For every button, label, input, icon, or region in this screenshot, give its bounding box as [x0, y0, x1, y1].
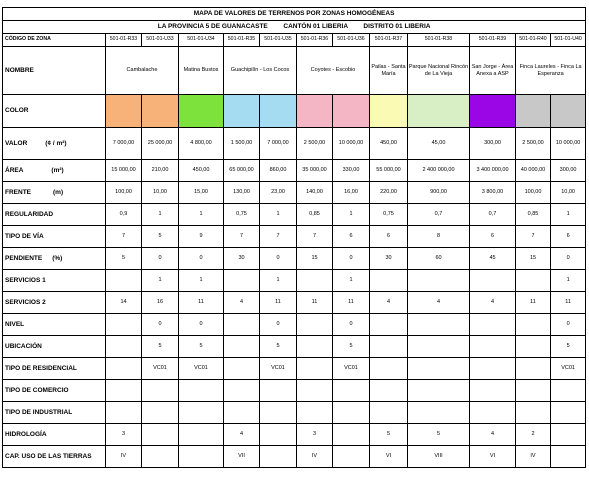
cell-regularidad: 1 [551, 204, 586, 226]
cell-tipo-residencial [370, 358, 408, 380]
table-title: MAPA DE VALORES DE TERRENOS POR ZONAS HOMOGÉNEAS [3, 8, 586, 21]
cell-regularidad: 0,75 [224, 204, 260, 226]
cell-hidrologia [333, 424, 370, 446]
zone-name-cell: San Jorge - Área Anexa a ASP [470, 47, 516, 95]
row-label-tipo-industrial: TIPO DE INDUSTRIAL [3, 402, 106, 424]
cell-ubicacion [470, 336, 516, 358]
cell-tipo-residencial [106, 358, 142, 380]
cell-regularidad: 1 [179, 204, 224, 226]
cell-tipo-via: 7 [224, 226, 260, 248]
cell-tipo-comercio [297, 380, 333, 402]
cell-ubicacion: 5 [179, 336, 224, 358]
cell-hidrologia: 3 [106, 424, 142, 446]
district-label: DISTRITO 01 LIBERIA [363, 23, 431, 31]
cell-tipo-industrial [260, 402, 297, 424]
cell-tipo-residencial [224, 358, 260, 380]
cell-tipo-industrial [516, 402, 551, 424]
zone-color-swatch [470, 95, 516, 128]
cell-tipo-comercio [551, 380, 586, 402]
cell-tipo-industrial [408, 402, 470, 424]
zone-color-swatch [551, 95, 586, 128]
zone-code-cell: 501-01-R39 [470, 34, 516, 47]
land-valuation-table [2, 7, 586, 468]
cell-frente: 15,00 [179, 182, 224, 204]
row-label-ubicacion: UBICACIÓN [3, 336, 106, 358]
cell-ubicacion: 5 [260, 336, 297, 358]
cell-frente: 130,00 [224, 182, 260, 204]
cell-frente: 10,00 [551, 182, 586, 204]
cell-area: 2 400 000,00 [408, 160, 470, 182]
cell-tipo-comercio [224, 380, 260, 402]
cell-pendiente: 0 [333, 248, 370, 270]
cell-hidrologia: 4 [224, 424, 260, 446]
cell-valor: 4 800,00 [179, 128, 224, 160]
cell-tipo-comercio [370, 380, 408, 402]
cell-hidrologia [551, 424, 586, 446]
valuation-table-container [2, 7, 585, 468]
row-label-tipo-comercio: TIPO DE COMERCIO [3, 380, 106, 402]
cell-hidrologia: 2 [516, 424, 551, 446]
cell-regularidad: 0,75 [370, 204, 408, 226]
cell-ubicacion [224, 336, 260, 358]
zone-color-swatch [333, 95, 370, 128]
cell-tipo-residencial [470, 358, 516, 380]
zone-color-swatch [142, 95, 179, 128]
cell-cap-uso: IV [297, 446, 333, 468]
cell-servicios1: 1 [551, 270, 586, 292]
row-label-valor: VALOR (¢ / m²) [3, 128, 106, 160]
cell-nivel [297, 314, 333, 336]
cell-regularidad: 0,9 [106, 204, 142, 226]
cell-valor: 450,00 [370, 128, 408, 160]
cell-cap-uso [333, 446, 370, 468]
cell-ubicacion: 5 [333, 336, 370, 358]
cell-cap-uso: IV [516, 446, 551, 468]
row-label-hidrologia: HIDROLOGÍA [3, 424, 106, 446]
cell-pendiente: 45 [470, 248, 516, 270]
row-label-tipo-via: TIPO DE VÍA [3, 226, 106, 248]
row-label-frente: FRENTE (m) [3, 182, 106, 204]
cell-frente: 16,00 [333, 182, 370, 204]
cell-valor: 2 500,00 [297, 128, 333, 160]
zone-name-cell: Pailas - Santa María [370, 47, 408, 95]
cell-cap-uso [551, 446, 586, 468]
cell-nivel: 0 [260, 314, 297, 336]
cell-tipo-industrial [370, 402, 408, 424]
province-label: LA PROVINCIA 5 DE GUANACASTE [157, 23, 268, 31]
row-label-pendiente: PENDIENTE (%) [3, 248, 106, 270]
zone-code-cell: 501-01-R36 [297, 34, 333, 47]
cell-servicios1 [408, 270, 470, 292]
cell-area: 15 000,00 [106, 160, 142, 182]
row-label-servicios2: SERVICIOS 2 [3, 292, 106, 314]
zone-code-cell: 501-01-U33 [142, 34, 179, 47]
zone-code-cell: 501-01-R40 [516, 34, 551, 47]
cell-valor: 2 500,00 [516, 128, 551, 160]
cell-valor: 45,00 [408, 128, 470, 160]
cell-tipo-residencial [516, 358, 551, 380]
cell-regularidad: 1 [142, 204, 179, 226]
cell-servicios1 [297, 270, 333, 292]
row-label-nivel: NIVEL [3, 314, 106, 336]
cell-frente: 140,00 [297, 182, 333, 204]
cell-area: 860,00 [260, 160, 297, 182]
cell-hidrologia [260, 424, 297, 446]
cell-tipo-comercio [106, 380, 142, 402]
cell-area: 40 000,00 [516, 160, 551, 182]
cell-tipo-residencial: VC01 [260, 358, 297, 380]
cell-ubicacion: 5 [551, 336, 586, 358]
cell-nivel [106, 314, 142, 336]
cell-tipo-comercio [142, 380, 179, 402]
cell-frente: 10,00 [142, 182, 179, 204]
cell-nivel: 0 [142, 314, 179, 336]
zone-color-swatch [224, 95, 260, 128]
cell-servicios2: 11 [297, 292, 333, 314]
zone-color-swatch [297, 95, 333, 128]
cell-cap-uso [260, 446, 297, 468]
cell-ubicacion [370, 336, 408, 358]
cell-tipo-via: 7 [106, 226, 142, 248]
cell-cap-uso: IV [106, 446, 142, 468]
cell-tipo-comercio [408, 380, 470, 402]
cell-tipo-industrial [297, 402, 333, 424]
zone-color-swatch [370, 95, 408, 128]
cell-frente: 900,00 [408, 182, 470, 204]
zone-code-cell: 501-01-R38 [408, 34, 470, 47]
cell-pendiente: 15 [516, 248, 551, 270]
cell-tipo-residencial: VC01 [333, 358, 370, 380]
cell-tipo-residencial: VC01 [551, 358, 586, 380]
zone-code-cell: 501-01-U34 [179, 34, 224, 47]
cell-pendiente: 0 [179, 248, 224, 270]
zone-name-cell: Coyotes - Escobio [297, 47, 370, 95]
zone-name-cell: Guachipilín - Los Cocos [224, 47, 297, 95]
cell-hidrologia: 5 [408, 424, 470, 446]
canton-label: CANTÓN 01 LIBERIA [283, 23, 348, 31]
cell-ubicacion [297, 336, 333, 358]
cell-regularidad: 0,7 [470, 204, 516, 226]
cell-tipo-residencial [297, 358, 333, 380]
cell-area: 3 400 000,00 [470, 160, 516, 182]
cell-hidrologia: 3 [297, 424, 333, 446]
cell-tipo-comercio [260, 380, 297, 402]
cell-cap-uso: VIII [408, 446, 470, 468]
cell-frente: 3 800,00 [470, 182, 516, 204]
cell-nivel: 0 [333, 314, 370, 336]
cell-servicios2: 4 [224, 292, 260, 314]
cell-cap-uso: VII [224, 446, 260, 468]
cell-regularidad: 1 [333, 204, 370, 226]
cell-servicios2: 11 [260, 292, 297, 314]
cell-pendiente: 30 [224, 248, 260, 270]
cell-tipo-industrial [333, 402, 370, 424]
cell-nivel [370, 314, 408, 336]
zone-color-swatch [260, 95, 297, 128]
cell-valor: 1 500,00 [224, 128, 260, 160]
cell-frente: 100,00 [106, 182, 142, 204]
cell-tipo-via: 7 [260, 226, 297, 248]
cell-valor: 300,00 [470, 128, 516, 160]
cell-servicios1: 1 [142, 270, 179, 292]
row-label-codigo: CÓDIGO DE ZONA [3, 34, 106, 47]
cell-servicios2: 4 [370, 292, 408, 314]
row-label-color: COLOR [3, 95, 106, 128]
zone-color-swatch [179, 95, 224, 128]
cell-nivel [516, 314, 551, 336]
zone-color-swatch [408, 95, 470, 128]
zone-name-cell: Finca Laureles - Finca La Esperanza [516, 47, 586, 95]
cell-hidrologia [179, 424, 224, 446]
cell-tipo-residencial: VC01 [179, 358, 224, 380]
cell-pendiente: 0 [260, 248, 297, 270]
cell-nivel: 0 [179, 314, 224, 336]
cell-regularidad: 1 [260, 204, 297, 226]
cell-cap-uso: VI [470, 446, 516, 468]
cell-valor: 7 000,00 [106, 128, 142, 160]
row-label-tipo-residencial: TIPO DE RESIDENCIAL [3, 358, 106, 380]
cell-pendiente: 5 [106, 248, 142, 270]
cell-servicios2: 4 [408, 292, 470, 314]
cell-tipo-via: 9 [179, 226, 224, 248]
row-label-regularidad: REGULARIDAD [3, 204, 106, 226]
cell-tipo-industrial [142, 402, 179, 424]
cell-tipo-via: 6 [551, 226, 586, 248]
cell-servicios1: 1 [179, 270, 224, 292]
cell-ubicacion [516, 336, 551, 358]
cell-tipo-comercio [470, 380, 516, 402]
cell-ubicacion: 5 [142, 336, 179, 358]
cell-servicios1 [106, 270, 142, 292]
cell-area: 55 000,00 [370, 160, 408, 182]
cell-tipo-comercio [179, 380, 224, 402]
cell-tipo-residencial [408, 358, 470, 380]
zone-code-cell: 501-01-R33 [106, 34, 142, 47]
cell-valor: 10 000,00 [333, 128, 370, 160]
cell-valor: 7 000,00 [260, 128, 297, 160]
cell-pendiente: 0 [142, 248, 179, 270]
cell-area: 450,00 [179, 160, 224, 182]
zone-code-cell: 501-01-U35 [260, 34, 297, 47]
zone-color-swatch [516, 95, 551, 128]
cell-regularidad: 0,7 [408, 204, 470, 226]
cell-ubicacion [408, 336, 470, 358]
zone-color-swatch [106, 95, 142, 128]
cell-tipo-via: 6 [333, 226, 370, 248]
cell-tipo-industrial [551, 402, 586, 424]
cell-tipo-industrial [224, 402, 260, 424]
cell-servicios1 [224, 270, 260, 292]
cell-frente: 220,00 [370, 182, 408, 204]
cell-hidrologia [142, 424, 179, 446]
cell-area: 65 000,00 [224, 160, 260, 182]
cell-frente: 23,00 [260, 182, 297, 204]
cell-servicios2: 11 [516, 292, 551, 314]
cell-servicios2: 11 [179, 292, 224, 314]
zone-code-cell: 501-01-R37 [370, 34, 408, 47]
cell-hidrologia: 5 [370, 424, 408, 446]
cell-tipo-comercio [333, 380, 370, 402]
cell-nivel [408, 314, 470, 336]
cell-area: 210,00 [142, 160, 179, 182]
cell-tipo-via: 8 [408, 226, 470, 248]
cell-tipo-residencial: VC01 [142, 358, 179, 380]
table-subtitle [3, 21, 586, 34]
cell-area: 35 000,00 [297, 160, 333, 182]
cell-cap-uso: VI [370, 446, 408, 468]
cell-pendiente: 0 [551, 248, 586, 270]
cell-regularidad: 0,85 [516, 204, 551, 226]
cell-area: 300,00 [551, 160, 586, 182]
cell-frente: 100,00 [516, 182, 551, 204]
cell-servicios2: 4 [470, 292, 516, 314]
cell-servicios1 [370, 270, 408, 292]
cell-pendiente: 15 [297, 248, 333, 270]
cell-tipo-industrial [179, 402, 224, 424]
row-label-nombre: NOMBRE [3, 47, 106, 95]
row-label-servicios1: SERVICIOS 1 [3, 270, 106, 292]
cell-tipo-via: 7 [297, 226, 333, 248]
cell-servicios2: 11 [551, 292, 586, 314]
cell-hidrologia: 4 [470, 424, 516, 446]
cell-nivel [470, 314, 516, 336]
cell-area: 330,00 [333, 160, 370, 182]
cell-regularidad: 0,85 [297, 204, 333, 226]
zone-code-cell: 501-01-R35 [224, 34, 260, 47]
row-label-cap-uso: CAP. USO DE LAS TIERRAS [3, 446, 106, 468]
cell-tipo-industrial [470, 402, 516, 424]
cell-nivel: 0 [551, 314, 586, 336]
cell-servicios2: 16 [142, 292, 179, 314]
cell-tipo-comercio [516, 380, 551, 402]
cell-pendiente: 30 [370, 248, 408, 270]
row-label-area: ÁREA (m²) [3, 160, 106, 182]
zone-name-cell: Cambalache [106, 47, 179, 95]
cell-pendiente: 60 [408, 248, 470, 270]
cell-valor: 10 000,00 [551, 128, 586, 160]
cell-cap-uso [179, 446, 224, 468]
cell-tipo-via: 6 [370, 226, 408, 248]
cell-servicios1: 1 [260, 270, 297, 292]
cell-tipo-via: 6 [470, 226, 516, 248]
cell-tipo-via: 7 [516, 226, 551, 248]
cell-tipo-industrial [106, 402, 142, 424]
zone-code-cell: 501-01-U40 [551, 34, 586, 47]
cell-servicios1: 1 [333, 270, 370, 292]
zone-name-cell: Parque Nacional Rincón de La Vieja [408, 47, 470, 95]
cell-servicios2: 14 [106, 292, 142, 314]
cell-servicios1 [470, 270, 516, 292]
cell-servicios2: 11 [333, 292, 370, 314]
zone-code-cell: 501-01-U36 [333, 34, 370, 47]
cell-nivel [224, 314, 260, 336]
cell-valor: 25 000,00 [142, 128, 179, 160]
cell-tipo-via: 5 [142, 226, 179, 248]
zone-name-cell: Matina Bustos [179, 47, 224, 95]
cell-servicios1 [516, 270, 551, 292]
cell-cap-uso [142, 446, 179, 468]
cell-ubicacion [106, 336, 142, 358]
